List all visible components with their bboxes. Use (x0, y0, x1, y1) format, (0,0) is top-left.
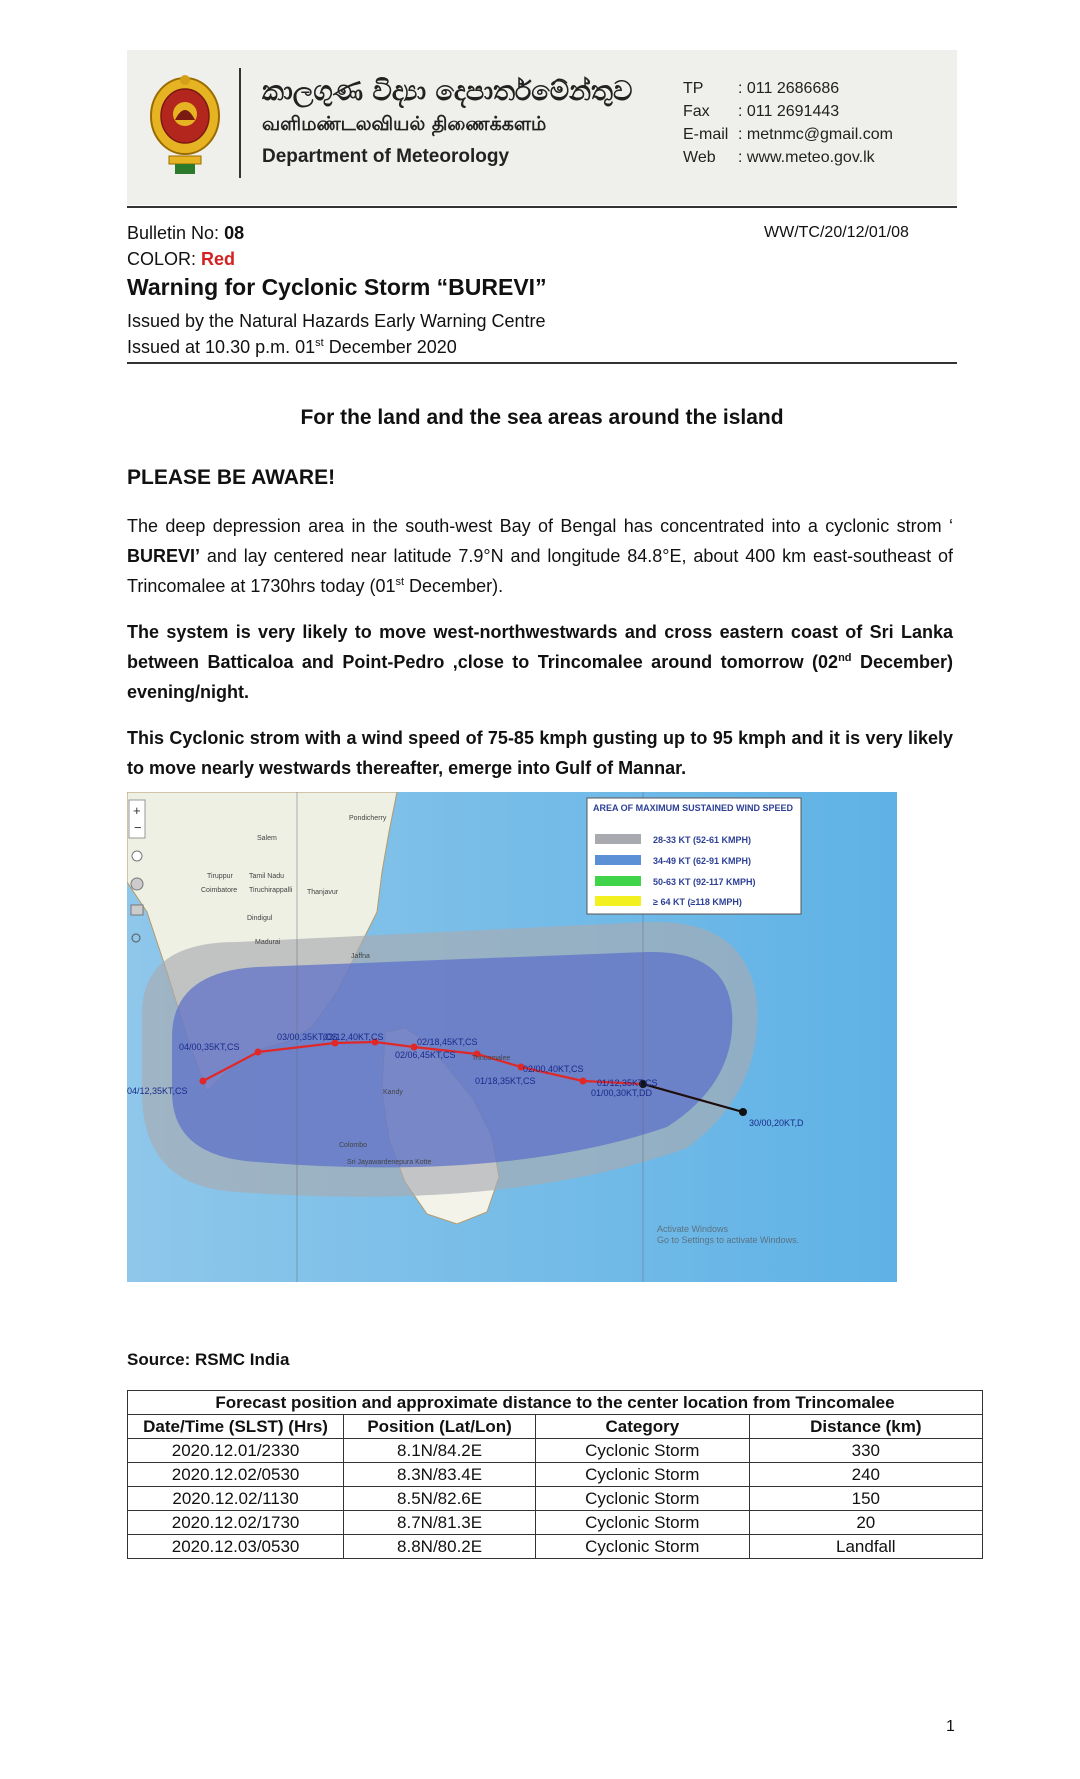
cell-distance: 150 (749, 1487, 982, 1511)
table-row (128, 1487, 983, 1511)
org-name-tamil: வளிமண்டலவியல் திணைக்களம் (262, 113, 547, 135)
legend-swatch-gray (595, 834, 641, 844)
cell-distance: 330 (749, 1439, 982, 1463)
place-label: Kandy (383, 1089, 403, 1096)
track-label: 04/12,35KT,CS (127, 1086, 188, 1096)
track-label: 01/12,35KT,CS (597, 1078, 658, 1088)
org-name-english: Department of Meteorology (262, 146, 510, 167)
locate-icon (132, 851, 142, 861)
header-divider (239, 68, 241, 178)
col-header-position: Position (Lat/Lon) (344, 1415, 536, 1439)
bulletin-number-value: 08 (224, 223, 245, 243)
globe-icon (131, 878, 143, 890)
place-label: Tiruchirappalli (249, 887, 293, 894)
cell-category: Cyclonic Storm (536, 1535, 750, 1559)
place-label: Jaffna (351, 953, 370, 960)
wind-speed-legend (587, 798, 801, 914)
bulletin-color (127, 249, 235, 270)
cell-datetime: 2020.12.02/0530 (128, 1463, 344, 1487)
bulletin-reference: WW/TC/20/12/01/08 (764, 224, 909, 241)
contact-label-fax: Fax (683, 103, 710, 120)
track-label: 01/00,30KT,DD (591, 1088, 653, 1098)
place-label: Trincomalee (472, 1055, 511, 1062)
table-row (128, 1439, 983, 1463)
paragraph-2 (127, 617, 953, 707)
table-caption: Forecast position and approximate distance to the center location from Trincomalee (128, 1391, 983, 1415)
legend-label: ≥ 64 KT (≥118 KMPH) (653, 897, 742, 907)
track-point-origin (739, 1108, 747, 1116)
issued-at (127, 337, 457, 358)
cell-position: 8.8N/80.2E (344, 1535, 536, 1559)
legend-title: AREA OF MAXIMUM SUSTAINED WIND SPEED (593, 803, 794, 813)
p2-text-a: The system is very likely to move west-northwestwards and cross eastern coast of Sri Lanka between Batticaloa and Point-Pedro ,close to Trincomalee around tomorrow (02 (127, 622, 953, 672)
place-label: Pondicherry (349, 815, 387, 822)
sri-lanka-emblem-icon (145, 70, 225, 180)
legend-label: 28-33 KT (52-61 KMPH) (653, 835, 752, 845)
cell-distance: 20 (749, 1511, 982, 1535)
place-label: Thanjavur (307, 889, 339, 896)
bulletin-color-label: COLOR: (127, 249, 202, 269)
cell-category: Cyclonic Storm (536, 1511, 750, 1535)
aware-heading: PLEASE BE AWARE! (127, 466, 336, 489)
cell-datetime: 2020.12.03/0530 (128, 1535, 344, 1559)
col-header-category: Category (536, 1415, 750, 1439)
track-label: 02/06,45KT,CS (395, 1050, 456, 1060)
paragraph-1 (127, 511, 953, 601)
svg-text:+: + (133, 803, 141, 818)
page-number: 1 (946, 1718, 955, 1735)
contact-value-fax: : 011 2691443 (738, 103, 840, 120)
track-label: 03/12,40KT,CS (323, 1032, 384, 1042)
p1-storm-name: BUREVI’ (127, 546, 201, 566)
place-label: Coimbatore (201, 887, 238, 894)
p1-sup: st (395, 576, 405, 588)
legend-swatch-yellow (595, 896, 641, 906)
table-row (128, 1463, 983, 1487)
meta-rule (127, 362, 957, 364)
cell-datetime: 2020.12.01/2330 (128, 1439, 344, 1463)
layers-icon (131, 905, 143, 915)
p1-text-c: and lay centered near latitude 7.9°N and longitude 84.8°E, about 400 km east-southeast of Trincomalee at 1730hrs today (01 (127, 546, 953, 596)
cyclone-track-map (127, 792, 897, 1282)
p2-text-b: December) evening/night. (127, 652, 953, 702)
place-label: Salem (257, 835, 277, 842)
bulletin-number (127, 223, 244, 244)
contact-value-tp: : 011 2686686 (738, 80, 840, 97)
table-row (128, 1511, 983, 1535)
place-label: Sri Jayawardenepura Kotte (347, 1159, 432, 1166)
paragraph-3: This Cyclonic strom with a wind speed of 75-85 kmph gusting up to 95 kmph and it is very likely to move nearly westwards thereafter, emerge into Gulf of Mannar. (127, 728, 953, 778)
contact-label-web: Web (683, 149, 716, 166)
cell-position: 8.1N/84.2E (344, 1439, 536, 1463)
watermark-line-1: Activate Windows (657, 1224, 729, 1234)
contact-value-web: : www.meteo.gov.lk (738, 149, 875, 166)
track-label: 04/00,35KT,CS (179, 1042, 240, 1052)
place-label: Colombo (339, 1142, 368, 1149)
issued-at-sup: st (315, 337, 324, 349)
col-header-distance: Distance (km) (749, 1415, 982, 1439)
track-label: 02/00,40KT,CS (523, 1064, 584, 1074)
org-name-sinhala: කාලගුණ විද්‍යා දෙපාර්තමේන්තුව (262, 76, 633, 107)
p1-text-a: The deep depression area in the south-west Bay of Bengal has concentrated into a cyclonic strom ‘ (127, 516, 953, 536)
subtitle: For the land and the sea areas around the island (300, 406, 784, 429)
legend-label: 50-63 KT (92-117 KMPH) (653, 877, 756, 887)
contact-label-tp: TP (683, 80, 704, 97)
issued-at-month: December 2020 (323, 337, 457, 357)
bulletin-title: Warning for Cyclonic Storm “BUREVI” (127, 274, 547, 300)
col-header-datetime: Date/Time (SLST) (Hrs) (128, 1415, 344, 1439)
place-label: Dindigul (247, 915, 273, 922)
header-rule (127, 206, 957, 208)
cell-position: 8.7N/81.3E (344, 1511, 536, 1535)
table-caption-row (128, 1391, 983, 1415)
cell-distance: Landfall (749, 1535, 982, 1559)
place-label: Madurai (255, 939, 281, 946)
place-label: Tiruppur (207, 873, 233, 880)
legend-swatch-green (595, 876, 641, 886)
p1-text-d: December). (404, 576, 504, 596)
bulletin-number-label: Bulletin No: (127, 223, 225, 243)
watermark-line-2: Go to Settings to activate Windows. (657, 1235, 800, 1245)
cell-category: Cyclonic Storm (536, 1487, 750, 1511)
table-header-row (128, 1415, 983, 1439)
svg-text:−: − (134, 820, 142, 835)
cell-datetime: 2020.12.02/1130 (128, 1487, 344, 1511)
forecast-table (127, 1390, 983, 1559)
cell-datetime: 2020.12.02/1730 (128, 1511, 344, 1535)
cell-category: Cyclonic Storm (536, 1439, 750, 1463)
contact-value-email: : metnmc@gmail.com (738, 126, 893, 143)
p2-sup: nd (838, 652, 852, 664)
contact-label-email: E-mail (683, 126, 729, 143)
track-label: 01/18,35KT,CS (475, 1076, 536, 1086)
cell-position: 8.3N/83.4E (344, 1463, 536, 1487)
cell-position: 8.5N/82.6E (344, 1487, 536, 1511)
legend-label: 34-49 KT (62-91 KMPH) (653, 856, 752, 866)
track-label: 03/00,35KT,CS (277, 1032, 338, 1042)
issued-at-text: Issued at 10.30 p.m. 01 (127, 337, 316, 357)
issued-by: Issued by the Natural Hazards Early Warning Centre (127, 311, 546, 331)
track-label: 30/00,20KT,D (749, 1118, 804, 1128)
track-label: 02/18,45KT,CS (417, 1037, 478, 1047)
table-row (128, 1535, 983, 1559)
legend-swatch-blue (595, 855, 641, 865)
place-label: Tamil Nadu (249, 873, 285, 880)
cell-distance: 240 (749, 1463, 982, 1487)
source-credit: Source: RSMC India (127, 1350, 290, 1369)
cell-category: Cyclonic Storm (536, 1463, 750, 1487)
bulletin-color-value: Red (201, 249, 236, 269)
